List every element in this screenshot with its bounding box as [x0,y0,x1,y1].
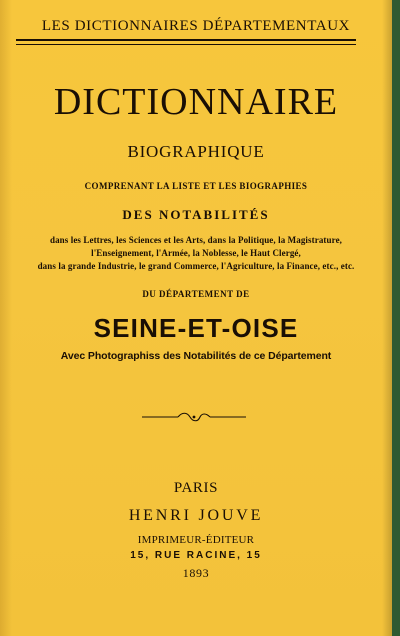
description-line-3: dans la grande Industrie, le grand Commerce, l'Agriculture, la Finance, etc., etc. [37,261,355,271]
imprint-city: PARIS [173,480,219,496]
notabilites-heading: DES NOTABILITÉS [122,207,270,222]
ornament-divider [142,411,246,423]
book-title: DICTIONNAIRE [53,81,339,123]
comprenant-line: COMPRENANT LA LISTE ET LES BIOGRAPHIES [84,181,308,191]
series-title: LES DICTIONNAIRES DÉPARTEMENTAUX [41,18,351,34]
description-line-1: dans les Lettres, les Sciences et les Arts, dans la Politique, la Magistrature, [49,235,343,245]
department-intro: DU DÉPARTEMENT DE [142,289,250,299]
imprint-role: IMPRIMEUR-ÉDITEUR [137,534,255,546]
department-name: SEINE-ET-OISE [93,313,299,343]
header-rule-thin [16,44,356,45]
description-line-2: l'Enseignement, l'Armée, la Noblesse, le Haut Clergé, [91,248,301,258]
imprint-publisher: HENRI JOUVE [128,507,264,524]
imprint-year: 1893 [182,566,210,580]
photographs-note: Avec Photographiss des Notabilités de ce Département [60,350,332,362]
book-subtitle: BIOGRAPHIQUE [127,142,265,161]
header-rule-thick [16,39,356,41]
imprint-address: 15, RUE RACINE, 15 [130,550,262,561]
